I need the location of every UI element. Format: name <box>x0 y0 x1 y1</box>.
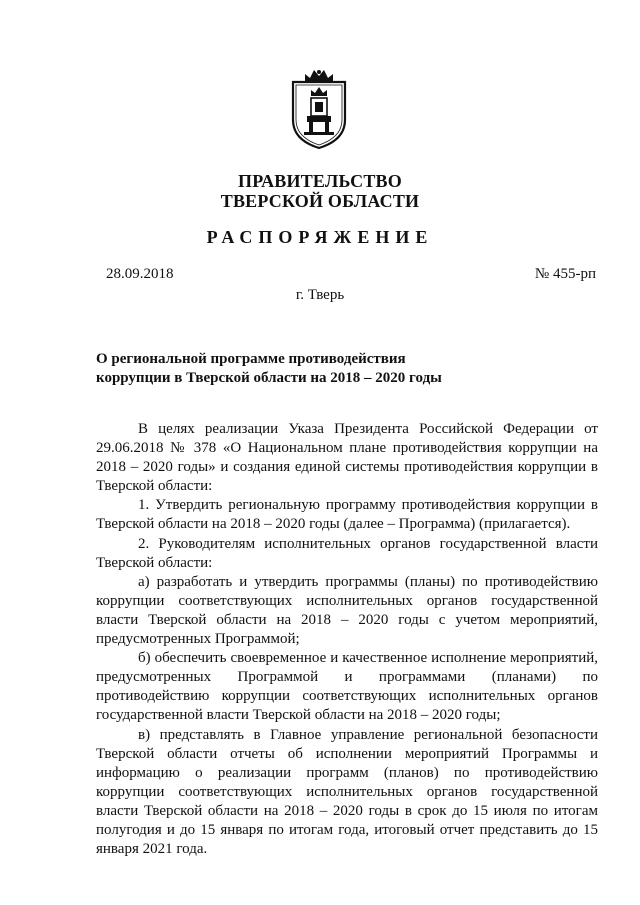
document-city: г. Тверь <box>295 287 345 303</box>
body-paragraph: 2. Руководителям исполнительных органов государственной власти Тверской области: <box>96 535 598 571</box>
document-date: 28.09.2018 <box>106 266 174 282</box>
tver-coat-of-arms-icon <box>289 68 349 150</box>
subject-line: О региональной программе противодействия <box>96 351 406 367</box>
body-paragraph: в) представлять в Главное управление региональной безопасности Тверской области отчеты об исполнении мероприятий Программы и информацию о реализации программ (планов) по противодействию коррупции соответствующих исполнительных органов государственной власти Тверской области на 2018 – 2020 годы в срок до 15 июля по итогам полугодия и до 15 января по итогам года, итоговый отчет представить до 15 января 2021 года. <box>96 726 598 858</box>
document-type-heading: РАСПОРЯЖЕНИЕ <box>206 227 434 247</box>
document-number: № 455-рп <box>534 266 596 282</box>
body-paragraph: В целях реализации Указа Президента Российской Федерации от 29.06.2018 № 378 «О Национальном плане противодействия коррупции на 2018 – 2020 годы» и создания единой системы противодействия коррупции в Тверской области: <box>96 421 598 495</box>
subject-line: коррупции в Тверской области на 2018 – 2020 годы <box>96 370 442 386</box>
government-name-line1: ПРАВИТЕЛЬСТВО <box>238 171 402 191</box>
document-body <box>96 420 598 859</box>
body-paragraph: б) обеспечить своевременное и качественное исполнение мероприятий, предусмотренных Программой и программами (планами) по противодействию коррупции соответствующих исполнительных органов государственной власти Тверской области на 2018 – 2020 годы; <box>96 650 598 724</box>
body-paragraph: 1. Утвердить региональную программу противодействия коррупции в Тверской области на 2018 – 2020 годы (далее – Программа) (прилагается). <box>96 497 598 533</box>
document-subject <box>96 350 456 388</box>
body-paragraph: а) разработать и утвердить программы (планы) по противодействию коррупции соответствующих исполнительных органов государственной власти Тверской области на 2018 – 2020 годы с учетом мероприятий, предусмотренных Программой; <box>96 573 598 648</box>
government-name-line2: ТВЕРСКОЙ ОБЛАСТИ <box>220 191 420 211</box>
